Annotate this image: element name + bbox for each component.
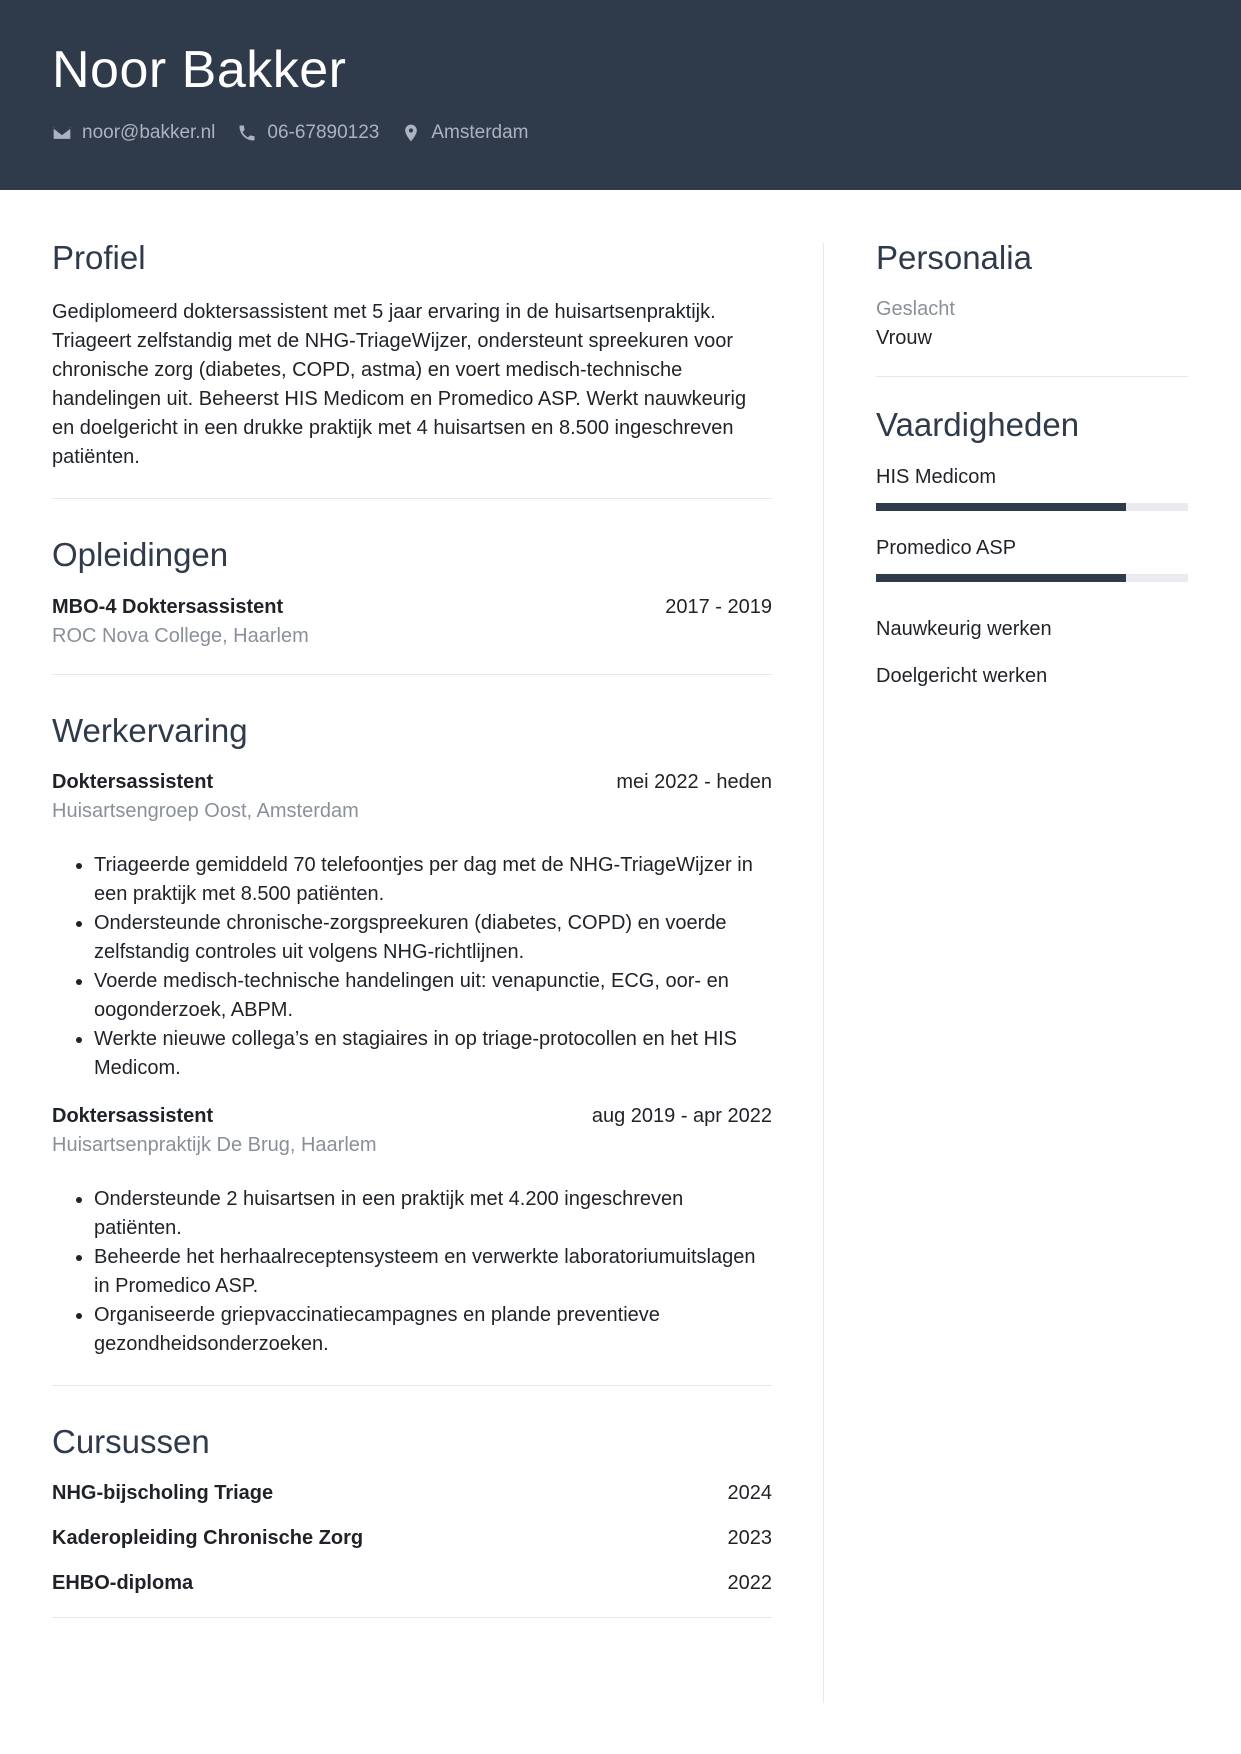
phone-icon xyxy=(237,123,257,143)
job-date: aug 2019 - apr 2022 xyxy=(591,1104,772,1127)
course-entry xyxy=(52,1572,772,1595)
education-entry xyxy=(52,596,772,648)
profile-text: Gediplomeerd doktersassistent met 5 jaar ervaring in de huisartsenpraktijk. Triageert zelfstandig met de NHG-TriageWijzer, ondersteunt spreekuren voor chronische zorg (diabetes, COPD, astma) en voert medisch-technische handelingen uit. Beheerst HIS Medicom en Promedico ASP. Werkt nauwkeurig en doelgericht in een drukke praktijk met 4 huisartsen en 8.500 ingeschreven patiënten. xyxy=(52,301,747,469)
job-entry xyxy=(52,1105,772,1359)
education-title: MBO-4 Doktersassistent xyxy=(52,595,284,618)
list-item: • Ondersteunde chronische-zorgspreekuren (diabetes, COPD) en voerde zelfstandig controles uit volgens NHG-richtlijnen. xyxy=(94,909,772,967)
skill-item: Nauwkeurig werken xyxy=(876,617,1052,640)
location-text: Amsterdam xyxy=(431,122,529,143)
skill-bar-fill xyxy=(876,503,1126,511)
job-title: Doktersassistent xyxy=(52,1104,214,1127)
list-item: • Voerde medisch-technische handelingen uit: venapunctie, ECG, oor- en oogonderzoek, ABPM. xyxy=(94,967,772,1025)
experience-section xyxy=(52,713,772,1359)
courses-section xyxy=(52,1424,772,1595)
skill-item xyxy=(876,537,1188,582)
course-entry xyxy=(52,1527,772,1550)
personal-section xyxy=(876,240,1188,350)
education-section xyxy=(52,537,772,647)
courses-heading: Cursussen xyxy=(52,1422,210,1460)
course-title: Kaderopleiding Chronische Zorg xyxy=(52,1527,364,1550)
sidebar-column xyxy=(876,240,1188,712)
education-heading: Opleidingen xyxy=(52,536,229,574)
envelope-icon xyxy=(52,123,72,143)
education-date: 2017 - 2019 xyxy=(665,595,772,618)
list-item: • Organiseerde griepvaccinatiecampagnes en plande preventieve gezondheidsonderzoeken. xyxy=(94,1301,772,1359)
course-title: EHBO-diploma xyxy=(52,1572,194,1595)
job-title: Doktersassistent xyxy=(52,770,214,793)
skill-name: HIS Medicom xyxy=(876,465,997,488)
skill-item xyxy=(876,466,1188,511)
job-date: mei 2022 - heden xyxy=(616,770,772,793)
skill-bar-fill xyxy=(876,574,1126,582)
list-item: • Triageerde gemiddeld 70 telefoontjes per dag met de NHG-TriageWijzer in een praktijk met 8.500 patiënten. xyxy=(94,851,772,909)
course-entry xyxy=(52,1482,772,1505)
section-divider xyxy=(52,1617,772,1618)
skills-section xyxy=(876,407,1188,687)
skill-item: Doelgericht werken xyxy=(876,664,1048,687)
contact-email[interactable] xyxy=(52,122,215,144)
list-item: • Werkte nieuwe collega’s en stagiaires in op triage-protocollen en het HIS Medicom. xyxy=(94,1025,772,1083)
profile-section xyxy=(52,240,772,472)
section-divider xyxy=(52,498,772,499)
skills-heading: Vaardigheden xyxy=(876,406,1080,444)
section-divider xyxy=(52,674,772,675)
map-pin-icon xyxy=(401,123,421,143)
course-year: 2023 xyxy=(727,1527,772,1550)
course-year: 2022 xyxy=(727,1572,772,1595)
course-title: NHG-bijscholing Triage xyxy=(52,1482,274,1505)
list-item: • Ondersteunde 2 huisartsen in een praktijk met 4.200 ingeschreven patiënten. xyxy=(94,1185,772,1243)
section-divider xyxy=(876,376,1188,377)
list-item: • Beheerde het herhaalreceptensysteem en verwerkte laboratoriumuitslagen in Promedico ASP. xyxy=(94,1243,772,1301)
personal-heading: Personalia xyxy=(876,239,1032,276)
job-employer: Huisartsengroep Oost, Amsterdam xyxy=(52,799,359,822)
skill-name: Promedico ASP xyxy=(876,536,1017,559)
job-entry xyxy=(52,771,772,1083)
gender-label: Geslacht xyxy=(876,298,955,321)
contact-phone[interactable] xyxy=(237,122,379,144)
column-divider xyxy=(823,243,824,1703)
header-banner xyxy=(0,0,1241,190)
experience-heading: Werkervaring xyxy=(52,711,248,749)
job-employer: Huisartsenpraktijk De Brug, Haarlem xyxy=(52,1133,377,1156)
course-year: 2024 xyxy=(727,1482,772,1505)
gender-value: Vrouw xyxy=(876,327,932,350)
profile-heading: Profiel xyxy=(52,239,146,276)
skill-bar xyxy=(876,503,1188,511)
section-divider xyxy=(52,1385,772,1386)
main-column xyxy=(52,240,772,1656)
phone-text: 06-67890123 xyxy=(267,122,380,143)
candidate-name: Noor Bakker xyxy=(52,41,347,99)
email-text: noor@bakker.nl xyxy=(82,122,216,143)
contact-location xyxy=(401,122,528,144)
contact-row xyxy=(52,122,551,144)
job-bullets xyxy=(52,851,772,1083)
skill-bar xyxy=(876,574,1188,582)
education-institution: ROC Nova College, Haarlem xyxy=(52,624,309,647)
job-bullets xyxy=(52,1185,772,1359)
